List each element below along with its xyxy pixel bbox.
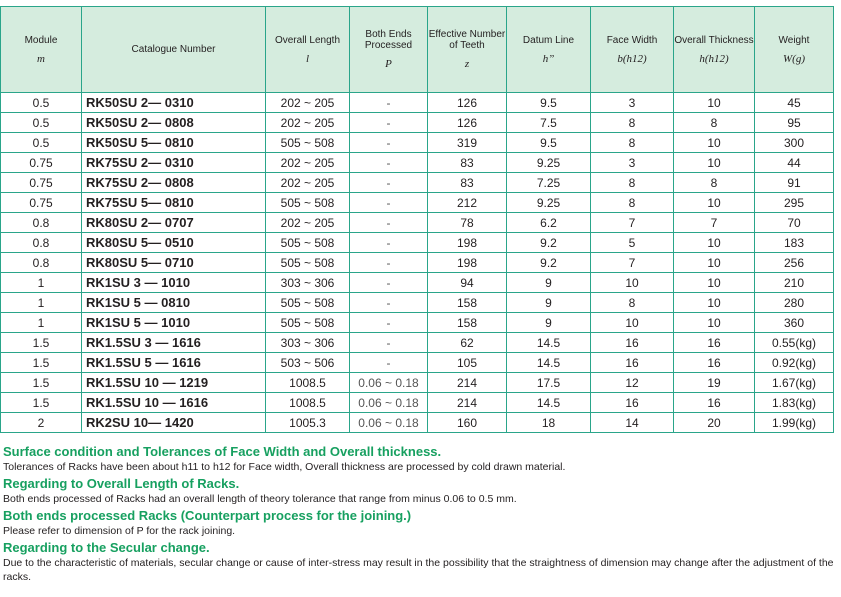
table-row bbox=[1, 153, 834, 173]
table-cell: 10 bbox=[674, 273, 755, 293]
table-cell: - bbox=[350, 93, 428, 113]
table-row bbox=[1, 193, 834, 213]
table-cell: 78 bbox=[428, 213, 507, 233]
catalogue-number-cell: RK75SU 5— 0810 bbox=[82, 193, 266, 213]
table-cell: 0.5 bbox=[1, 133, 82, 153]
table-cell: 3 bbox=[591, 93, 674, 113]
column-header bbox=[82, 7, 266, 93]
column-header-label: Datum Line bbox=[522, 34, 575, 46]
table-cell: 16 bbox=[591, 353, 674, 373]
column-header-symbol: h” bbox=[542, 52, 555, 65]
column-header-label: Catalogue Number bbox=[131, 44, 216, 55]
table-cell: 10 bbox=[674, 153, 755, 173]
note-block bbox=[3, 443, 837, 474]
catalogue-number-cell: RK2SU 10— 1420 bbox=[82, 413, 266, 433]
note-heading: Regarding to Overall Length of Racks. bbox=[3, 476, 240, 491]
table-cell: 7 bbox=[591, 213, 674, 233]
catalogue-number-cell: RK1SU 5 — 0810 bbox=[82, 293, 266, 313]
table-cell: 5 bbox=[591, 233, 674, 253]
table-cell: 10 bbox=[674, 313, 755, 333]
table-cell: 0.5 bbox=[1, 93, 82, 113]
table-cell: 280 bbox=[755, 293, 834, 313]
table-cell: 1.5 bbox=[1, 353, 82, 373]
table-cell: 202 ~ 205 bbox=[266, 93, 350, 113]
table-cell: - bbox=[350, 113, 428, 133]
note-heading: Surface condition and Tolerances of Face Width and Overall thickness. bbox=[3, 444, 442, 459]
table-cell: 10 bbox=[674, 253, 755, 273]
table-cell: 202 ~ 205 bbox=[266, 173, 350, 193]
column-header-symbol: l bbox=[305, 52, 310, 65]
table-cell: 91 bbox=[755, 173, 834, 193]
table-row bbox=[1, 413, 834, 433]
table-row bbox=[1, 173, 834, 193]
table-row bbox=[1, 93, 834, 113]
table-cell: 210 bbox=[755, 273, 834, 293]
table-cell: 0.75 bbox=[1, 153, 82, 173]
column-header bbox=[266, 7, 350, 93]
catalogue-number-cell: RK1.5SU 5 — 1616 bbox=[82, 353, 266, 373]
table-cell: 10 bbox=[591, 273, 674, 293]
column-header-symbol: z bbox=[464, 58, 470, 70]
table-cell: 7.5 bbox=[507, 113, 591, 133]
table-cell: 83 bbox=[428, 153, 507, 173]
table-cell: 1.99(kg) bbox=[755, 413, 834, 433]
table-cell: 20 bbox=[674, 413, 755, 433]
table-cell: 9 bbox=[507, 273, 591, 293]
table-row bbox=[1, 133, 834, 153]
column-header-symbol: W(g) bbox=[783, 52, 805, 65]
column-header bbox=[428, 7, 507, 93]
column-header bbox=[755, 7, 834, 93]
table-cell: 1.67(kg) bbox=[755, 373, 834, 393]
table-cell: - bbox=[350, 213, 428, 233]
column-header-label: Weight bbox=[778, 34, 810, 46]
note-text: Due to the characteristic of materials, secular change or cause of inter-stress may result in the possibility that the straightness of dimension may change after the adjustment of the racks. bbox=[3, 557, 834, 583]
table-cell: 18 bbox=[507, 413, 591, 433]
table-cell: 1 bbox=[1, 313, 82, 333]
table-cell: 83 bbox=[428, 173, 507, 193]
table-cell: 9.2 bbox=[507, 253, 591, 273]
table-cell: 8 bbox=[591, 113, 674, 133]
table-cell: 2 bbox=[1, 413, 82, 433]
table-cell: 16 bbox=[674, 333, 755, 353]
table-cell: 0.06 ~ 0.18 bbox=[350, 373, 428, 393]
table-cell: 0.8 bbox=[1, 213, 82, 233]
table-cell: 295 bbox=[755, 193, 834, 213]
table-row bbox=[1, 313, 834, 333]
table-cell: 16 bbox=[591, 393, 674, 413]
table-cell: 1.83(kg) bbox=[755, 393, 834, 413]
table-cell: 214 bbox=[428, 393, 507, 413]
table-row bbox=[1, 213, 834, 233]
table-row bbox=[1, 393, 834, 413]
table-cell: 303 ~ 306 bbox=[266, 273, 350, 293]
table-cell: 505 ~ 508 bbox=[266, 313, 350, 333]
table-cell: 158 bbox=[428, 293, 507, 313]
table-cell: 8 bbox=[591, 133, 674, 153]
catalogue-number-cell: RK75SU 2— 0310 bbox=[82, 153, 266, 173]
table-cell: 105 bbox=[428, 353, 507, 373]
table-cell: 9.5 bbox=[507, 133, 591, 153]
column-header bbox=[591, 7, 674, 93]
table-cell: 303 ~ 306 bbox=[266, 333, 350, 353]
note-heading: Regarding to the Secular change. bbox=[3, 540, 210, 555]
table-cell: 44 bbox=[755, 153, 834, 173]
table-cell: 17.5 bbox=[507, 373, 591, 393]
table-cell: - bbox=[350, 133, 428, 153]
table-cell: 3 bbox=[591, 153, 674, 173]
note-block bbox=[3, 507, 837, 538]
table-cell: 256 bbox=[755, 253, 834, 273]
table-cell: 160 bbox=[428, 413, 507, 433]
table-cell: 8 bbox=[591, 293, 674, 313]
table-cell: 14.5 bbox=[507, 333, 591, 353]
column-header bbox=[507, 7, 591, 93]
table-cell: 505 ~ 508 bbox=[266, 293, 350, 313]
catalogue-number-cell: RK80SU 5— 0710 bbox=[82, 253, 266, 273]
column-header-label: Face Width bbox=[606, 34, 658, 46]
table-cell: 10 bbox=[674, 193, 755, 213]
table-cell: 198 bbox=[428, 233, 507, 253]
table-cell: 9.25 bbox=[507, 193, 591, 213]
table-cell: 1 bbox=[1, 293, 82, 313]
table-cell: 360 bbox=[755, 313, 834, 333]
table-row bbox=[1, 273, 834, 293]
table-cell: 126 bbox=[428, 93, 507, 113]
table-cell: 6.2 bbox=[507, 213, 591, 233]
table-cell: 158 bbox=[428, 313, 507, 333]
table-cell: 505 ~ 508 bbox=[266, 253, 350, 273]
table-cell: 10 bbox=[674, 293, 755, 313]
column-header-symbol: m bbox=[37, 52, 45, 65]
table-cell: - bbox=[350, 173, 428, 193]
catalogue-number-cell: RK1SU 3 — 1010 bbox=[82, 273, 266, 293]
table-cell: - bbox=[350, 193, 428, 213]
column-header-symbol: b(h12) bbox=[617, 52, 647, 65]
note-block bbox=[3, 539, 837, 584]
table-row bbox=[1, 373, 834, 393]
column-header bbox=[674, 7, 755, 93]
note-text: Both ends processed of Racks had an overall length of theory tolerance that range from minus 0.06 to 0.5 mm. bbox=[3, 493, 517, 505]
catalogue-number-cell: RK50SU 2— 0808 bbox=[82, 113, 266, 133]
table-cell: 214 bbox=[428, 373, 507, 393]
table-cell: 10 bbox=[674, 233, 755, 253]
catalogue-number-cell: RK50SU 5— 0810 bbox=[82, 133, 266, 153]
table-cell: 1.5 bbox=[1, 373, 82, 393]
table-cell: 0.55(kg) bbox=[755, 333, 834, 353]
table-cell: 1008.5 bbox=[266, 393, 350, 413]
table-cell: 0.5 bbox=[1, 113, 82, 133]
table-cell: 505 ~ 508 bbox=[266, 193, 350, 213]
table-cell: 0.75 bbox=[1, 193, 82, 213]
column-header-label: Overall Length bbox=[274, 34, 341, 46]
note-text: Tolerances of Racks have been about h11 to h12 for Face width, Overall thickness are processed by cold drawn material. bbox=[3, 461, 566, 473]
table-cell: 183 bbox=[755, 233, 834, 253]
table-cell: 0.75 bbox=[1, 173, 82, 193]
table-cell: 14.5 bbox=[507, 393, 591, 413]
column-header-label: Effective Number of Teeth bbox=[428, 29, 506, 51]
table-cell: 16 bbox=[591, 333, 674, 353]
note-heading: Both ends processed Racks (Counterpart process for the joining.) bbox=[3, 508, 412, 523]
table-cell: 126 bbox=[428, 113, 507, 133]
note-text: Please refer to dimension of P for the rack joining. bbox=[3, 525, 236, 537]
table-row bbox=[1, 353, 834, 373]
table-cell: 9.25 bbox=[507, 153, 591, 173]
table-cell: - bbox=[350, 233, 428, 253]
catalogue-number-cell: RK1.5SU 10 — 1219 bbox=[82, 373, 266, 393]
table-cell: 198 bbox=[428, 253, 507, 273]
table-cell: 8 bbox=[674, 173, 755, 193]
table-cell: 9 bbox=[507, 293, 591, 313]
table-cell: - bbox=[350, 333, 428, 353]
table-row bbox=[1, 293, 834, 313]
table-cell: 10 bbox=[591, 313, 674, 333]
table-cell: 95 bbox=[755, 113, 834, 133]
table-cell: 0.8 bbox=[1, 253, 82, 273]
table-cell: 300 bbox=[755, 133, 834, 153]
table-cell: 19 bbox=[674, 373, 755, 393]
table-cell: 9.5 bbox=[507, 93, 591, 113]
table-row bbox=[1, 233, 834, 253]
table-cell: 1.5 bbox=[1, 393, 82, 413]
rack-spec-table bbox=[0, 6, 834, 433]
catalogue-number-cell: RK50SU 2— 0310 bbox=[82, 93, 266, 113]
table-cell: - bbox=[350, 293, 428, 313]
table-cell: 0.06 ~ 0.18 bbox=[350, 393, 428, 413]
table-cell: 505 ~ 508 bbox=[266, 133, 350, 153]
table-cell: 505 ~ 508 bbox=[266, 233, 350, 253]
column-header bbox=[1, 7, 82, 93]
table-cell: 7 bbox=[674, 213, 755, 233]
column-header-label: Module bbox=[24, 34, 58, 46]
table-cell: 14.5 bbox=[507, 353, 591, 373]
table-cell: 1005.3 bbox=[266, 413, 350, 433]
table-cell: 10 bbox=[674, 93, 755, 113]
table-cell: 1.5 bbox=[1, 333, 82, 353]
table-cell: - bbox=[350, 313, 428, 333]
table-cell: 8 bbox=[674, 113, 755, 133]
table-cell: 8 bbox=[591, 193, 674, 213]
table-row bbox=[1, 253, 834, 273]
table-cell: 0.92(kg) bbox=[755, 353, 834, 373]
catalogue-number-cell: RK80SU 5— 0510 bbox=[82, 233, 266, 253]
table-header-row bbox=[1, 7, 834, 93]
catalogue-number-cell: RK80SU 2— 0707 bbox=[82, 213, 266, 233]
table-cell: 94 bbox=[428, 273, 507, 293]
table-cell: 16 bbox=[674, 393, 755, 413]
column-header-label: Overall Thickness bbox=[674, 34, 754, 46]
table-cell: 14 bbox=[591, 413, 674, 433]
table-cell: 12 bbox=[591, 373, 674, 393]
table-cell: - bbox=[350, 253, 428, 273]
table-cell: - bbox=[350, 153, 428, 173]
table-cell: 10 bbox=[674, 133, 755, 153]
table-row bbox=[1, 333, 834, 353]
catalogue-number-cell: RK1SU 5 — 1010 bbox=[82, 313, 266, 333]
catalogue-number-cell: RK75SU 2— 0808 bbox=[82, 173, 266, 193]
table-cell: 202 ~ 205 bbox=[266, 153, 350, 173]
table-cell: 1008.5 bbox=[266, 373, 350, 393]
table-cell: 0.06 ~ 0.18 bbox=[350, 413, 428, 433]
table-cell: 1 bbox=[1, 273, 82, 293]
table-cell: 0.8 bbox=[1, 233, 82, 253]
table-cell: 7 bbox=[591, 253, 674, 273]
table-row bbox=[1, 113, 834, 133]
table-cell: 9 bbox=[507, 313, 591, 333]
table-cell: 62 bbox=[428, 333, 507, 353]
table-cell: 202 ~ 205 bbox=[266, 113, 350, 133]
note-block bbox=[3, 475, 837, 506]
column-header-symbol: P bbox=[385, 58, 392, 70]
table-cell: 503 ~ 506 bbox=[266, 353, 350, 373]
table-cell: 202 ~ 205 bbox=[266, 213, 350, 233]
column-header-symbol: h(h12) bbox=[699, 52, 729, 65]
table-cell: 70 bbox=[755, 213, 834, 233]
table-cell: - bbox=[350, 353, 428, 373]
table-cell: 16 bbox=[674, 353, 755, 373]
notes-section bbox=[3, 443, 837, 585]
table-cell: 7.25 bbox=[507, 173, 591, 193]
table-cell: 212 bbox=[428, 193, 507, 213]
table-cell: - bbox=[350, 273, 428, 293]
table-body bbox=[1, 93, 834, 433]
table-cell: 319 bbox=[428, 133, 507, 153]
catalogue-number-cell: RK1.5SU 3 — 1616 bbox=[82, 333, 266, 353]
table-cell: 45 bbox=[755, 93, 834, 113]
catalogue-number-cell: RK1.5SU 10 — 1616 bbox=[82, 393, 266, 413]
table-cell: 9.2 bbox=[507, 233, 591, 253]
table-cell: 8 bbox=[591, 173, 674, 193]
column-header-label: Both Ends Processed bbox=[364, 29, 413, 51]
column-header bbox=[350, 7, 428, 93]
